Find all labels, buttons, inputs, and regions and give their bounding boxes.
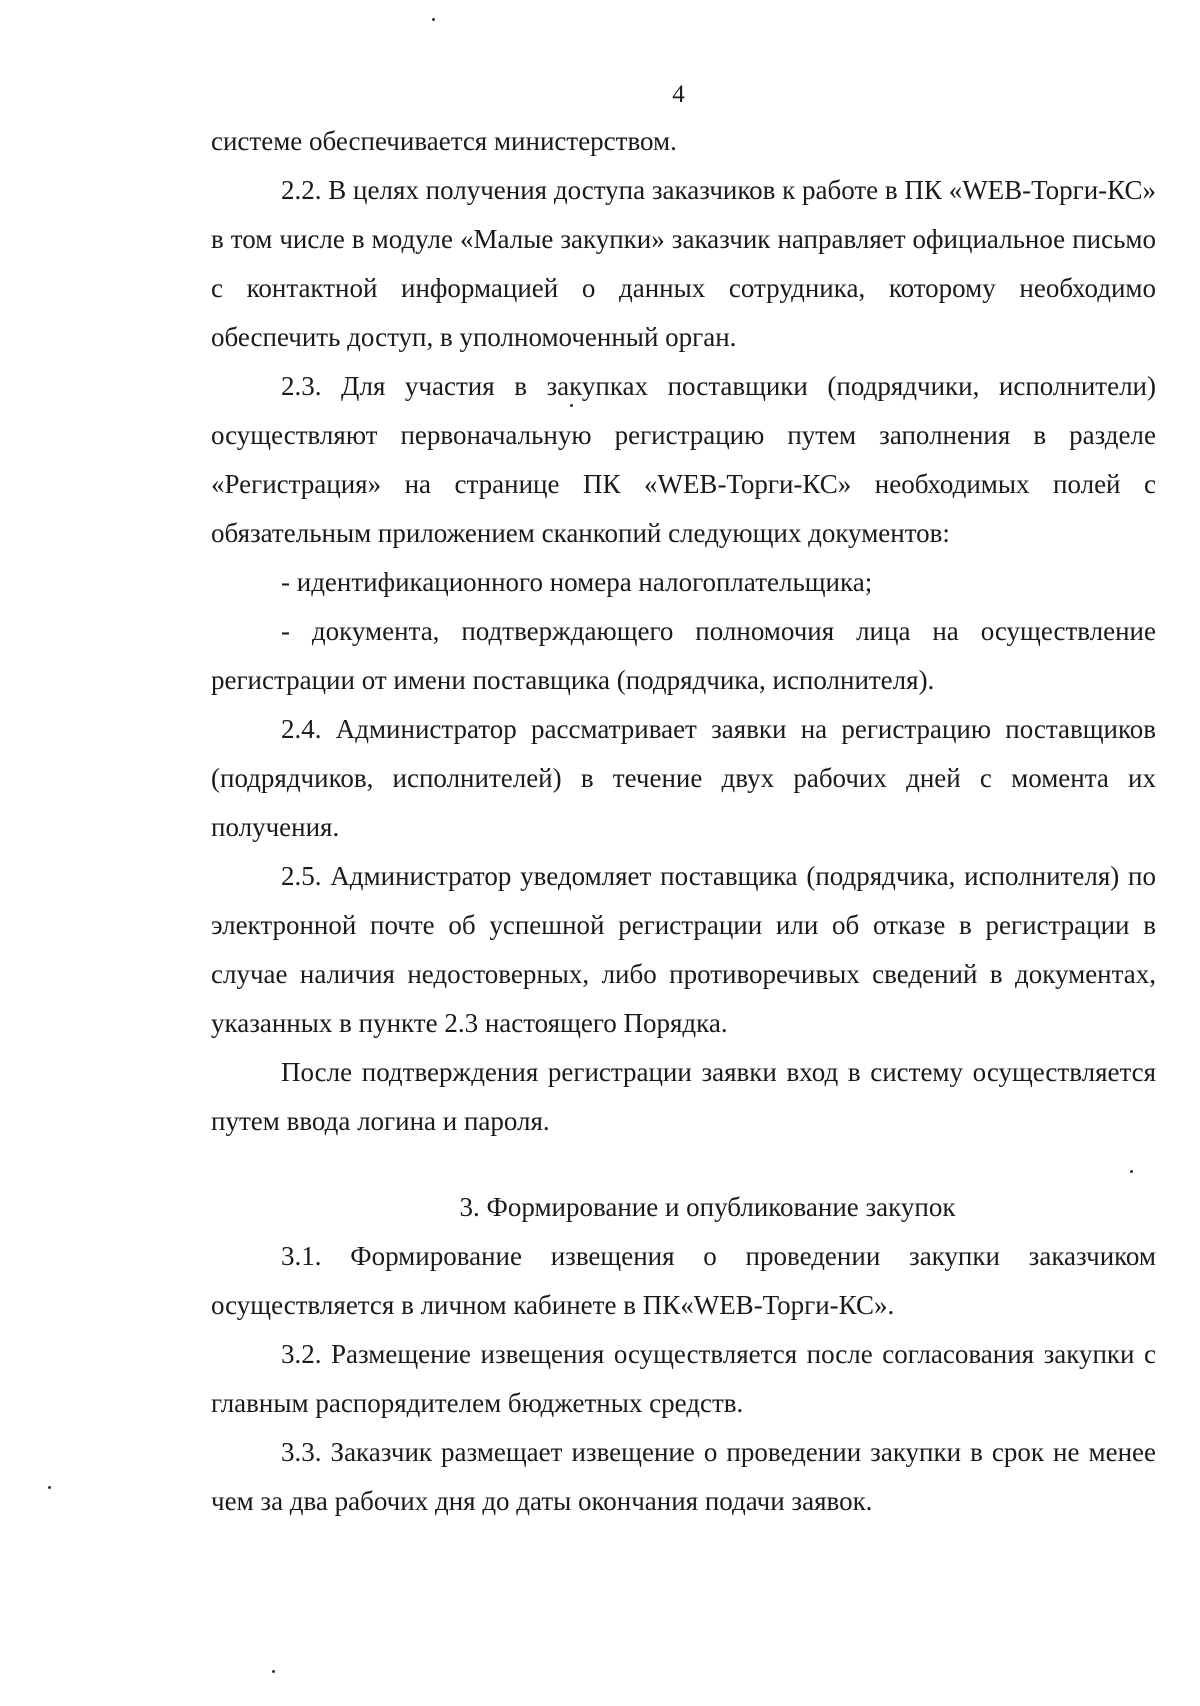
document-body [211, 117, 1156, 1526]
scan-speck [272, 1670, 275, 1673]
list-item-authority-document: - документа, подтверждающего полномочия лица на осуществление регистрации от имени поставщика (подрядчика, исполнителя). [211, 616, 1156, 695]
paragraph-2-3: 2.3. Для участия в закупках поставщики (подрядчики, исполнители) осуществляют первоначальную регистрацию путем заполнения в разделе «Регистрация» на странице ПК «WEB-Торги-КС» необходимых полей с обязательным приложением сканкопий следующих документов: [211, 371, 1156, 548]
paragraph-2-4: 2.4. Администратор рассматривает заявки на регистрацию поставщиков (подрядчиков, исполнителей) в течение двух рабочих дней с момента их получения. [211, 714, 1156, 842]
paragraph-3-3: 3.3. Заказчик размещает извещение о проведении закупки в срок не менее чем за два рабочих дня до даты окончания подачи заявок. [211, 1437, 1156, 1516]
paragraph-3-1: 3.1. Формирование извещения о проведении закупки заказчиком осуществляется в личном кабинете в ПК«WEB-Торги-КС». [211, 1241, 1156, 1320]
paragraph-3-2: 3.2. Размещение извещения осуществляется после согласования закупки с главным распорядителем бюджетных средств. [211, 1339, 1156, 1418]
section-spacer [211, 1146, 1156, 1183]
scan-speck [570, 404, 573, 407]
scan-speck [48, 1486, 51, 1489]
paragraph-login: После подтверждения регистрации заявки вход в систему осуществляется путем ввода логина и пароля. [211, 1057, 1156, 1136]
scan-speck [432, 18, 435, 21]
paragraph-2-2: 2.2. В целях получения доступа заказчиков к работе в ПК «WEB-Торги-КС» в том числе в модуле «Малые закупки» заказчик направляет официальное письмо с контактной информацией о данных сотрудника, которому необходимо обеспечить доступ, в уполномоченный орган. [211, 175, 1156, 352]
section-3-heading: 3. Формирование и опубликование закупок [459, 1192, 956, 1222]
scan-speck [1130, 1170, 1133, 1173]
page-number: 4 [672, 81, 685, 108]
paragraph-continuation: системе обеспечивается министерством. [211, 126, 677, 156]
paragraph-2-5: 2.5. Администратор уведомляет поставщика (подрядчика, исполнителя) по электронной почте об успешной регистрации или об отказе в регистрации в случае наличия недостоверных, либо противоречивых сведений в документах, указанных в пункте 2.3 настоящего Порядка. [211, 861, 1156, 1038]
list-item-inn: - идентификационного номера налогоплательщика; [281, 567, 873, 597]
